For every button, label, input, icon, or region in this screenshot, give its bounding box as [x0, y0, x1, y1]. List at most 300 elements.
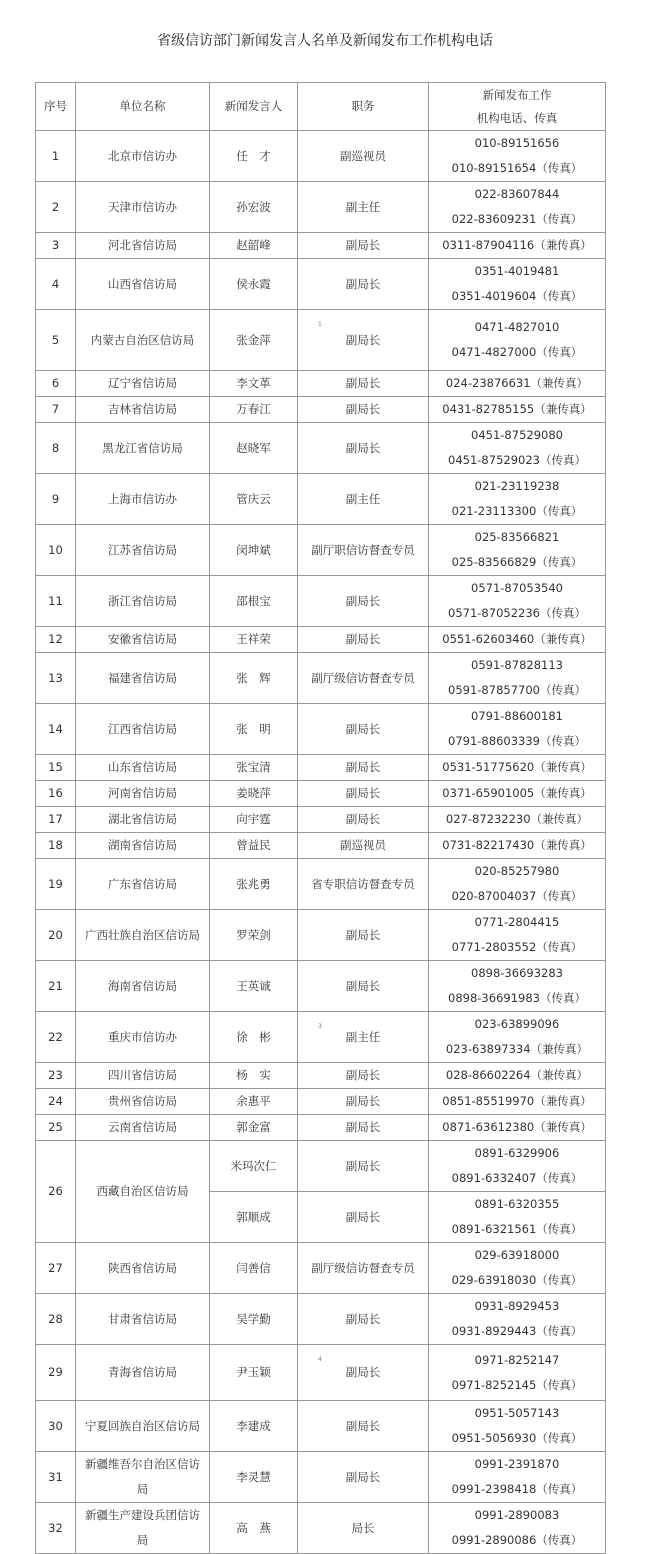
unit-name-text: 湖北省信访局	[108, 812, 177, 826]
unit-name	[76, 704, 210, 755]
phone-line: 0991-2890086（传真）	[451, 1533, 583, 1547]
page-mark: 4	[318, 1356, 322, 1363]
unit-name-text: 新疆生产建设兵团信访局	[85, 1508, 200, 1547]
unit-name-text: 河北省信访局	[108, 238, 177, 252]
unit-name-text: 甘肃省信访局	[108, 1311, 177, 1326]
position-title	[298, 233, 429, 259]
spokesperson-name: 郭金富	[210, 1115, 298, 1141]
unit-name	[76, 259, 210, 310]
table-row	[36, 1401, 606, 1452]
spokesperson-name: 余惠平	[210, 1089, 298, 1115]
phone-line: 0891-6329906	[474, 1146, 560, 1160]
spokesperson-name: 李灵慧	[210, 1452, 298, 1503]
position-title-text: 副局长	[345, 376, 381, 390]
position-title	[298, 525, 429, 576]
row-number: 26	[36, 1141, 76, 1243]
unit-name-text: 山东省信访局	[108, 760, 177, 774]
position-title-text: 副局长	[345, 238, 381, 252]
phone-fax	[429, 423, 606, 474]
position-title-text: 副局长	[345, 1209, 381, 1224]
phone-line: 0471-4827010	[474, 320, 560, 334]
position-title-text: 副局长	[345, 1311, 381, 1326]
unit-name	[76, 371, 210, 397]
phone-fax	[429, 576, 606, 627]
position-title	[298, 1243, 429, 1294]
row-number: 1	[36, 131, 76, 182]
unit-name-text: 广东省信访局	[108, 876, 177, 891]
table-row	[36, 525, 606, 576]
position-title	[298, 1452, 429, 1503]
page-mark: 3	[318, 1023, 322, 1030]
position-title	[298, 781, 429, 807]
position-title-text: 副局长	[345, 632, 381, 646]
row-number: 25	[36, 1115, 76, 1141]
table-header-row	[36, 83, 606, 131]
phone-fax	[429, 397, 606, 423]
phone-line: 0851-85519970（兼传真）	[442, 1094, 592, 1108]
unit-name	[76, 859, 210, 910]
position-title-text: 副局长	[345, 1094, 381, 1108]
unit-name	[76, 182, 210, 233]
row-number: 19	[36, 859, 76, 910]
position-title	[298, 653, 429, 704]
phone-fax	[429, 627, 606, 653]
unit-name	[76, 1089, 210, 1115]
row-number: 4	[36, 259, 76, 310]
phone-line: 0898-36691983（传真）	[448, 991, 586, 1005]
unit-name-text: 江西省信访局	[108, 721, 177, 736]
row-number: 3	[36, 233, 76, 259]
phone-line: 0991-2391870	[474, 1457, 560, 1471]
row-number: 12	[36, 627, 76, 653]
phone-line: 0771-2804415	[474, 915, 560, 929]
unit-name-text: 安徽省信访局	[108, 632, 177, 646]
position-title-text: 副局长	[345, 812, 381, 826]
unit-name	[76, 1063, 210, 1089]
phone-line: 025-83566821	[474, 530, 560, 544]
unit-name	[76, 423, 210, 474]
phone-line: 020-85257980	[474, 864, 560, 878]
spokesperson-name: 罗荣剑	[210, 910, 298, 961]
table-row	[36, 1141, 606, 1192]
position-title	[298, 397, 429, 423]
unit-name	[76, 807, 210, 833]
position-title	[298, 1089, 429, 1115]
unit-name-text: 宁夏回族自治区信访局	[85, 1418, 200, 1433]
phone-fax	[429, 233, 606, 259]
unit-name	[76, 397, 210, 423]
phone-fax	[429, 807, 606, 833]
unit-name	[76, 755, 210, 781]
unit-name	[76, 576, 210, 627]
phone-fax	[429, 474, 606, 525]
table-row	[36, 1345, 606, 1401]
phone-line: 0891-6320355	[474, 1197, 560, 1211]
phone-line: 028-86602264（兼传真）	[445, 1068, 589, 1082]
position-title	[298, 859, 429, 910]
phone-fax	[429, 259, 606, 310]
phone-line: 0991-2398418（传真）	[451, 1482, 583, 1496]
position-title	[298, 371, 429, 397]
unit-name	[76, 1503, 210, 1554]
position-title-text: 副巡视员	[340, 838, 386, 852]
spokesperson-name: 徐 彬	[210, 1012, 298, 1063]
position-title	[298, 807, 429, 833]
unit-name	[76, 474, 210, 525]
table-row	[36, 1012, 606, 1063]
unit-name	[76, 1294, 210, 1345]
table-row	[36, 1063, 606, 1089]
phone-line: 023-63899096	[474, 1017, 560, 1031]
phone-line: 029-63918030（传真）	[451, 1273, 583, 1287]
position-title-text: 副巡视员	[340, 148, 386, 163]
position-title-text: 局长	[351, 1520, 375, 1535]
phone-fax	[429, 1503, 606, 1554]
row-number: 7	[36, 397, 76, 423]
position-title-text: 副局长	[345, 1365, 381, 1379]
position-title-text: 副局长	[345, 593, 381, 608]
table-row	[36, 961, 606, 1012]
spokesperson-name: 李文革	[210, 371, 298, 397]
unit-name-text: 上海市信访办	[108, 491, 177, 506]
unit-name-text: 四川省信访局	[108, 1068, 177, 1082]
phone-line: 0471-4827000（传真）	[451, 345, 583, 359]
table-row	[36, 182, 606, 233]
phone-fax	[429, 525, 606, 576]
table-row	[36, 1294, 606, 1345]
position-title-text: 副主任	[345, 491, 381, 506]
position-title	[298, 1063, 429, 1089]
unit-name-text: 福建省信访局	[108, 670, 177, 685]
phone-fax	[429, 781, 606, 807]
position-title	[298, 474, 429, 525]
row-number: 31	[36, 1452, 76, 1503]
phone-fax	[429, 755, 606, 781]
table-row	[36, 233, 606, 259]
phone-line: 0891-6332407（传真）	[451, 1171, 583, 1185]
phone-fax	[429, 1012, 606, 1063]
header-unit: 单位名称	[76, 83, 210, 131]
phone-line: 0951-5057143	[474, 1406, 560, 1420]
position-title	[298, 1294, 429, 1345]
phone-line: 0951-5056930（传真）	[451, 1431, 583, 1445]
phone-line: 0431-82785155（兼传真）	[442, 402, 592, 416]
table-row	[36, 755, 606, 781]
table-row	[36, 576, 606, 627]
position-title-text: 副局长	[345, 927, 381, 942]
unit-name-text: 天津市信访办	[108, 199, 177, 214]
phone-line: 0351-4019481	[474, 264, 560, 278]
phone-fax	[429, 704, 606, 755]
phone-line: 0571-87052236（传真）	[448, 606, 586, 620]
phone-line: 020-87004037（传真）	[451, 889, 583, 903]
header-phone-line1: 新闻发布工作	[482, 87, 552, 102]
position-title-text: 副主任	[345, 199, 381, 214]
phone-fax	[429, 1192, 606, 1243]
table-row	[36, 1452, 606, 1503]
unit-name	[76, 310, 210, 371]
unit-name	[76, 1012, 210, 1063]
phone-line: 029-63918000	[474, 1248, 560, 1262]
phone-line: 0571-87053540	[471, 581, 563, 595]
phone-line: 0551-62603460（兼传真）	[442, 632, 592, 646]
unit-name	[76, 833, 210, 859]
table-row	[36, 704, 606, 755]
spokesperson-name: 赵晓军	[210, 423, 298, 474]
table-row	[36, 259, 606, 310]
phone-line: 024-23876631（兼传真）	[445, 376, 589, 390]
position-title	[298, 1115, 429, 1141]
phone-fax	[429, 371, 606, 397]
phone-line: 0791-88603339（传真）	[448, 734, 586, 748]
page-mark: 1	[318, 321, 322, 328]
unit-name-text: 山西省信访局	[108, 276, 177, 291]
spokesperson-name: 曾益民	[210, 833, 298, 859]
phone-line: 0451-87529080	[471, 428, 563, 442]
position-title	[298, 961, 429, 1012]
unit-name-text: 广西壮族自治区信访局	[85, 927, 200, 942]
table-row	[36, 910, 606, 961]
row-number: 27	[36, 1243, 76, 1294]
phone-line: 0351-4019604（传真）	[451, 289, 583, 303]
position-title	[298, 755, 429, 781]
unit-name	[76, 233, 210, 259]
position-title	[298, 1012, 429, 1063]
phone-line: 0971-8252145（传真）	[451, 1377, 583, 1392]
unit-name	[76, 1401, 210, 1452]
table-row	[36, 1243, 606, 1294]
position-title	[298, 1345, 429, 1401]
header-title: 职务	[298, 83, 429, 131]
phone-line: 0791-88600181	[471, 709, 563, 723]
phone-fax	[429, 1294, 606, 1345]
position-title-text: 副局长	[345, 1418, 381, 1433]
spokesperson-name: 吴学勤	[210, 1294, 298, 1345]
unit-name-text: 陕西省信访局	[108, 1260, 177, 1275]
row-number: 13	[36, 653, 76, 704]
phone-line: 0931-8929443（传真）	[451, 1324, 583, 1338]
phone-line: 022-83609231（传真）	[451, 212, 583, 226]
position-title	[298, 576, 429, 627]
unit-name	[76, 1115, 210, 1141]
row-number: 28	[36, 1294, 76, 1345]
position-title	[298, 423, 429, 474]
row-number: 23	[36, 1063, 76, 1089]
position-title-text: 副局长	[345, 978, 381, 993]
spokesperson-name: 尹玉颖	[210, 1345, 298, 1401]
table-row	[36, 807, 606, 833]
phone-line: 0871-63612380（兼传真）	[442, 1120, 592, 1134]
phone-fax	[429, 1452, 606, 1503]
document-title: 省级信访部门新闻发言人名单及新闻发布工作机构电话	[157, 33, 493, 49]
unit-name-text: 云南省信访局	[108, 1120, 177, 1134]
row-number: 22	[36, 1012, 76, 1063]
row-number: 32	[36, 1503, 76, 1554]
position-title	[298, 131, 429, 182]
position-title-text: 副局长	[345, 402, 381, 416]
spokesperson-name: 姜晓萍	[210, 781, 298, 807]
unit-name-text: 河南省信访局	[108, 786, 177, 800]
spokesperson-name: 张 明	[210, 704, 298, 755]
spokesperson-table	[35, 82, 606, 1554]
unit-name-text: 青海省信访局	[108, 1365, 177, 1379]
position-title	[298, 310, 429, 371]
spokesperson-name: 李建成	[210, 1401, 298, 1452]
unit-name-text: 西藏自治区信访局	[96, 1184, 189, 1198]
row-number: 2	[36, 182, 76, 233]
table-row	[36, 653, 606, 704]
unit-name-text: 湖南省信访局	[108, 838, 177, 852]
unit-name-text: 黑龙江省信访局	[102, 440, 183, 455]
table-row	[36, 1115, 606, 1141]
row-number: 9	[36, 474, 76, 525]
unit-name-text: 北京市信访办	[108, 148, 177, 163]
phone-line: 0371-65901005（兼传真）	[442, 786, 592, 800]
phone-line: 0591-87857700（传真）	[448, 683, 586, 697]
phone-fax	[429, 961, 606, 1012]
phone-line: 0898-36693283	[471, 966, 563, 980]
header-no: 序号	[36, 83, 76, 131]
row-number: 29	[36, 1345, 76, 1401]
row-number: 21	[36, 961, 76, 1012]
table-row	[36, 474, 606, 525]
spokesperson-name: 杨 实	[210, 1063, 298, 1089]
phone-fax	[429, 1089, 606, 1115]
unit-name-text: 海南省信访局	[108, 978, 177, 993]
spokesperson-name: 高 燕	[210, 1503, 298, 1554]
table-row	[36, 833, 606, 859]
spokesperson-name: 向宇霆	[210, 807, 298, 833]
phone-fax	[429, 131, 606, 182]
phone-fax	[429, 1115, 606, 1141]
phone-line: 0311-87904116（兼传真）	[442, 238, 592, 252]
unit-name	[76, 525, 210, 576]
position-title-text: 副厅级信访督查专员	[311, 670, 415, 685]
unit-name	[76, 1141, 210, 1243]
position-title	[298, 833, 429, 859]
unit-name	[76, 131, 210, 182]
row-number: 6	[36, 371, 76, 397]
spokesperson-name: 邵根宝	[210, 576, 298, 627]
spokesperson-name: 闫善信	[210, 1243, 298, 1294]
unit-name-text: 江苏省信访局	[108, 542, 177, 557]
unit-name-text: 浙江省信访局	[108, 593, 177, 608]
row-number: 11	[36, 576, 76, 627]
table-row	[36, 627, 606, 653]
spokesperson-name: 王英诚	[210, 961, 298, 1012]
unit-name-text: 内蒙古自治区信访局	[90, 332, 195, 347]
position-title-text: 副局长	[345, 1469, 381, 1484]
unit-name-text: 贵州省信访局	[108, 1094, 177, 1108]
unit-name-text: 吉林省信访局	[108, 402, 177, 416]
position-title	[298, 627, 429, 653]
position-title	[298, 1401, 429, 1452]
spokesperson-name: 米玛次仁	[210, 1141, 298, 1192]
table-row	[36, 1503, 606, 1554]
phone-fax	[429, 1345, 606, 1401]
position-title-text: 副厅职信访督查专员	[311, 542, 415, 557]
unit-name	[76, 961, 210, 1012]
phone-line: 025-83566829（传真）	[451, 555, 583, 569]
unit-name	[76, 910, 210, 961]
position-title-text: 副局长	[345, 1120, 381, 1134]
phone-fax	[429, 1063, 606, 1089]
phone-line: 0591-87828113	[471, 658, 563, 672]
phone-fax	[429, 1243, 606, 1294]
position-title-text: 副局长	[345, 1068, 381, 1082]
table-row	[36, 1089, 606, 1115]
table-row	[36, 859, 606, 910]
spokesperson-name: 侯永霞	[210, 259, 298, 310]
phone-fax	[429, 859, 606, 910]
phone-fax	[429, 310, 606, 371]
row-number: 30	[36, 1401, 76, 1452]
unit-name-text: 辽宁省信访局	[108, 376, 177, 390]
table-row	[36, 131, 606, 182]
unit-name	[76, 781, 210, 807]
unit-name	[76, 1345, 210, 1401]
phone-line: 0731-82217430（兼传真）	[442, 838, 592, 852]
position-title-text: 省专职信访督查专员	[311, 876, 415, 891]
phone-fax	[429, 1401, 606, 1452]
phone-line: 0931-8929453	[474, 1299, 560, 1313]
phone-line: 0971-8252147	[474, 1352, 560, 1367]
table-row	[36, 310, 606, 371]
table-row	[36, 371, 606, 397]
phone-fax	[429, 653, 606, 704]
spokesperson-name: 闵坤斌	[210, 525, 298, 576]
position-title-text: 副主任	[345, 1029, 381, 1044]
unit-name	[76, 653, 210, 704]
position-title	[298, 182, 429, 233]
row-number: 20	[36, 910, 76, 961]
row-number: 5	[36, 310, 76, 371]
phone-line: 021-23113300（传真）	[451, 504, 583, 518]
phone-line: 0451-87529023（传真）	[448, 453, 586, 467]
position-title	[298, 259, 429, 310]
unit-name	[76, 627, 210, 653]
row-number: 18	[36, 833, 76, 859]
phone-line: 010-89151656	[474, 136, 560, 150]
phone-fax	[429, 1141, 606, 1192]
phone-line: 023-63897334（兼传真）	[445, 1042, 589, 1056]
phone-line: 0991-2890083	[474, 1508, 560, 1522]
phone-fax	[429, 833, 606, 859]
phone-line: 0891-6321561（传真）	[451, 1222, 583, 1236]
position-title-text: 副局长	[345, 1158, 381, 1173]
phone-line: 022-83607844	[474, 187, 560, 201]
phone-line: 027-87232230（兼传真）	[445, 812, 589, 826]
header-phone-line2: 机构电话、传真	[476, 110, 558, 125]
unit-name-text: 新疆维吾尔自治区信访局	[85, 1457, 200, 1496]
position-title	[298, 704, 429, 755]
position-title-text: 副局长	[345, 760, 381, 774]
position-title	[298, 1141, 429, 1192]
position-title	[298, 910, 429, 961]
position-title-text: 副局长	[345, 276, 381, 291]
table-row	[36, 423, 606, 474]
unit-name	[76, 1452, 210, 1503]
phone-line: 0531-51775620（兼传真）	[442, 760, 592, 774]
position-title-text: 副局长	[345, 332, 381, 347]
phone-fax	[429, 182, 606, 233]
spokesperson-name: 张金萍	[210, 310, 298, 371]
header-speaker: 新闻发言人	[210, 83, 298, 131]
row-number: 24	[36, 1089, 76, 1115]
position-title	[298, 1503, 429, 1554]
position-title-text: 副局长	[345, 786, 381, 800]
unit-name	[76, 1243, 210, 1294]
